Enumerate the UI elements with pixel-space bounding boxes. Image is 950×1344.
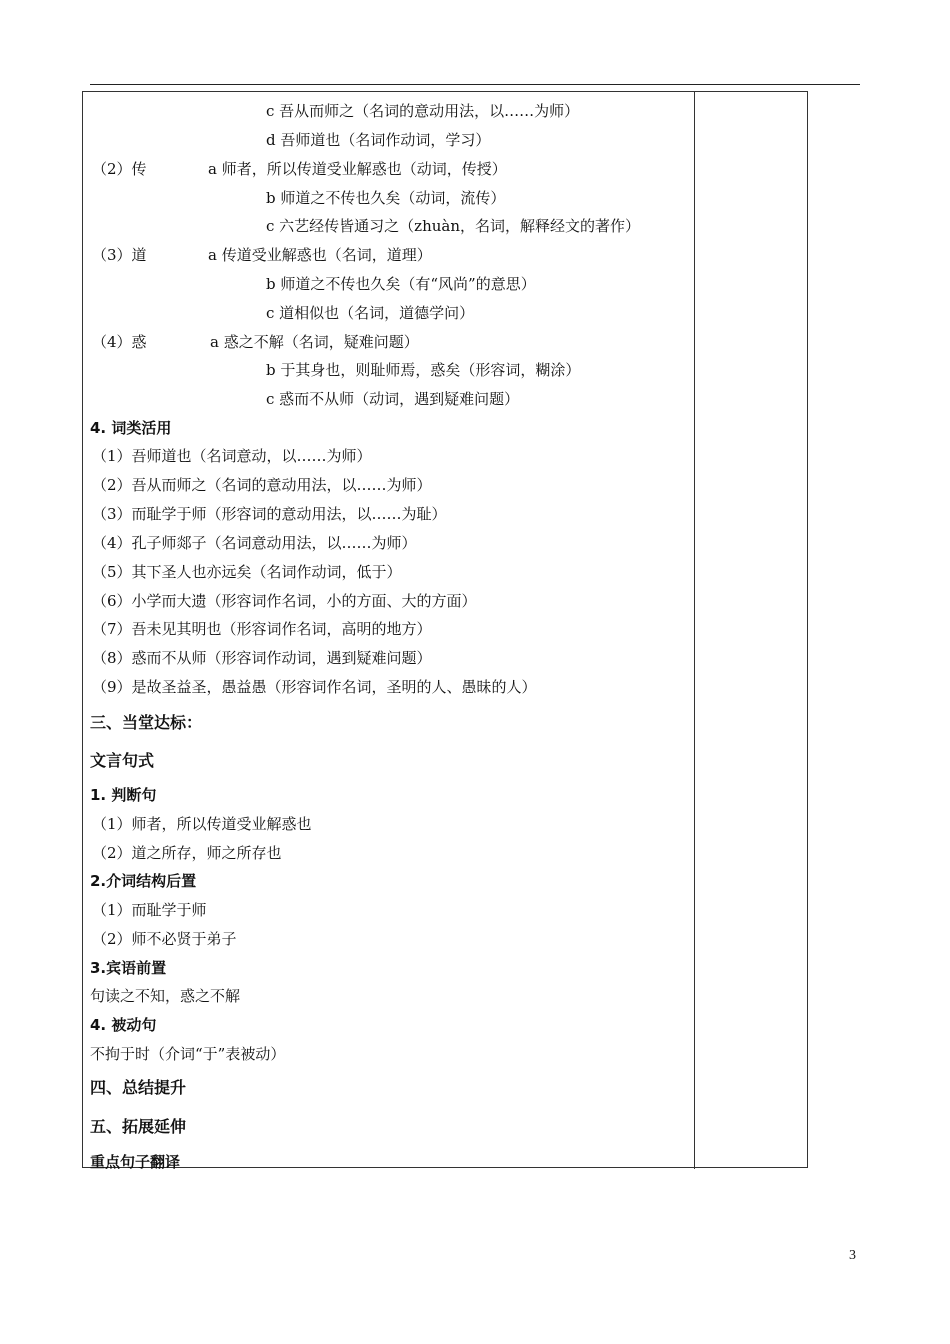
- text-line: （3）而耻学于师（形容词的意动用法，以……为耻）: [92, 505, 447, 523]
- text-line: （4）孔子师郯子（名词意动用法，以……为师）: [92, 534, 417, 552]
- text-line: c 吾从而师之（名词的意动用法，以……为师）: [266, 102, 580, 120]
- header-rule: [90, 84, 860, 85]
- section-heading: 4. 词类活用: [90, 419, 172, 437]
- section-heading: 五、拓展延伸: [90, 1117, 187, 1136]
- text-line: （9）是故圣益圣，愚益愚（形容词作名词，圣明的人、愚昧的人）: [92, 678, 537, 696]
- text-line: 句读之不知，惑之不解: [90, 987, 241, 1005]
- text-line: c 道相似也（名词，道德学问）: [266, 304, 475, 322]
- text-line: b 于其身也，则耻师焉，惑矣（形容词，糊涂）: [266, 361, 581, 379]
- section-heading: 1. 判断句: [90, 786, 157, 804]
- section-heading: 四、总结提升: [90, 1078, 187, 1097]
- text-line: （6）小学而大遗（形容词作名词，小的方面、大的方面）: [92, 592, 477, 610]
- text-line: 不拘于时（介词“于”表被动）: [90, 1045, 286, 1063]
- text-line: （8）惑而不从师（形容词作动词，遇到疑难问题）: [92, 649, 432, 667]
- text-line: （2）道之所存，师之所存也: [92, 844, 282, 862]
- section-heading: 2.介词结构后置: [90, 872, 197, 890]
- text-line: （5）其下圣人也亦远矣（名词作动词，低于）: [92, 563, 402, 581]
- text-line: （1）吾师道也（名词意动，以……为师）: [92, 447, 372, 465]
- text-line: （3）道: [92, 246, 147, 264]
- text-line: （4）惑: [92, 333, 147, 351]
- text-line: b 师道之不传也久矣（动词，流传）: [266, 189, 506, 207]
- text-line: a 惑之不解（名词，疑难问题）: [210, 333, 419, 351]
- text-line: c 六艺经传皆通习之（zhuàn，名词，解释经文的著作）: [266, 217, 640, 235]
- text-line: （7）吾未见其明也（形容词作名词，高明的地方）: [92, 620, 432, 638]
- section-heading: 重点句子翻译: [90, 1153, 181, 1171]
- text-line: a 传道受业解惑也（名词，道理）: [208, 246, 432, 264]
- text-line: a 师者，所以传道受业解惑也（动词，传授）: [208, 160, 507, 178]
- section-heading: 三、当堂达标：: [90, 713, 203, 732]
- text-line: （2）吾从而师之（名词的意动用法，以……为师）: [92, 476, 432, 494]
- text-line: b 师道之不传也久矣（有“风尚”的意思）: [266, 275, 536, 293]
- table-column-divider: [694, 91, 695, 1169]
- text-line: （1）师者，所以传道受业解惑也: [92, 815, 312, 833]
- text-line: d 吾师道也（名词作动词，学习）: [266, 131, 491, 149]
- text-line: （1）而耻学于师: [92, 901, 207, 919]
- text-line: c 惑而不从师（动词，遇到疑难问题）: [266, 390, 520, 408]
- text-line: （2）传: [92, 160, 147, 178]
- page-number: 3: [849, 1248, 856, 1263]
- section-heading: 4. 被动句: [90, 1016, 157, 1034]
- section-heading: 3.宾语前置: [90, 959, 167, 977]
- section-heading: 文言句式: [90, 751, 155, 770]
- text-line: （2）师不必贤于弟子: [92, 930, 237, 948]
